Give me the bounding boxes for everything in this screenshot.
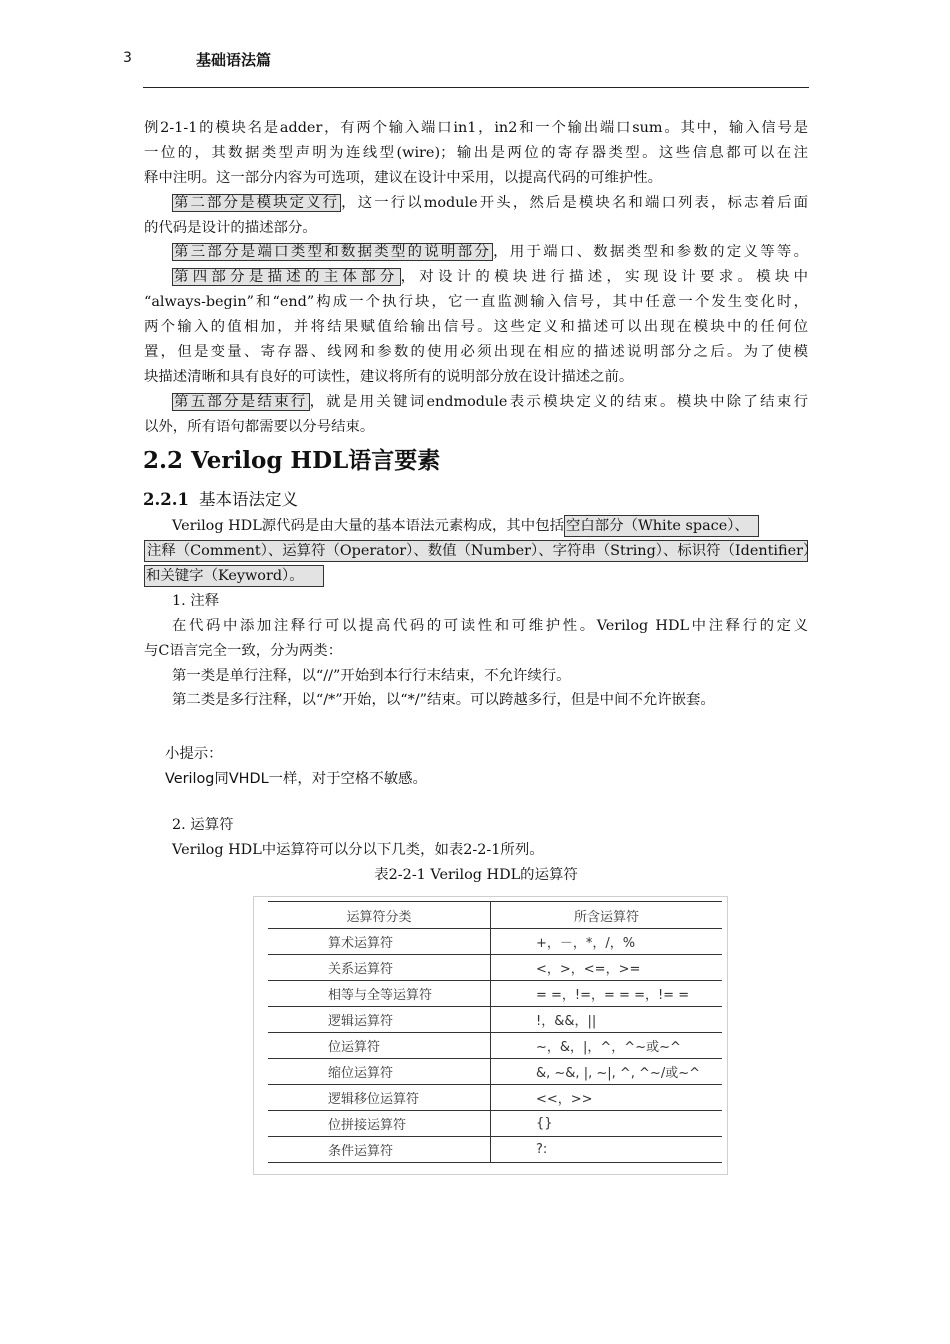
subsection-heading bbox=[143, 489, 298, 511]
para1-line3: 释中注明。这一部分内容为可选项，建议在设计中采用，以提高代码的可维护性。 bbox=[144, 170, 663, 186]
comments-line2: 与C语言完全一致，分为两类： bbox=[144, 643, 343, 659]
para4-line5: 块描述清晰和具有良好的可读性，建议将所有的说明部分放在设计描述之前。 bbox=[144, 369, 634, 385]
header-rule bbox=[143, 87, 809, 88]
header-category: 运算符分类 bbox=[268, 902, 491, 929]
table-row bbox=[268, 1059, 722, 1085]
comments-line1: 在代码中添加注释行可以提高代码的可读性和可维护性。Verilog HDL中注释行的定义 bbox=[172, 618, 808, 634]
category-cell: 条件运算符 bbox=[268, 1137, 491, 1163]
para6-line3 bbox=[144, 565, 808, 585]
highlight-elements-1: 空白部分（White space）、 bbox=[564, 515, 759, 537]
comments-line4: 第二类是多行注释，以“/*”开始，以“*/”结束。可以跨越多行，但是中间不允许嵌套。 bbox=[172, 692, 715, 708]
table-row bbox=[268, 1007, 722, 1033]
para6-line1 bbox=[172, 515, 808, 535]
para2-line1 bbox=[172, 193, 808, 213]
page-number: 3 bbox=[123, 50, 132, 66]
operators-cell: {} bbox=[491, 1111, 723, 1137]
category-cell: 逻辑移位运算符 bbox=[268, 1085, 491, 1111]
highlight-part2: 第二部分是模块定义行 bbox=[174, 195, 340, 211]
subsection-title: 基本语法定义 bbox=[198, 490, 298, 509]
category-cell: 位运算符 bbox=[268, 1033, 491, 1059]
operators-table bbox=[268, 901, 722, 1163]
table-row bbox=[268, 1033, 722, 1059]
tip-title: 小提示： bbox=[165, 746, 223, 762]
table-row bbox=[268, 1137, 722, 1163]
highlight-part4: 第四部分是描述的主体部分 bbox=[174, 269, 399, 285]
category-cell: 缩位运算符 bbox=[268, 1059, 491, 1085]
para5-line2: 以外，所有语句都需要以分号结束。 bbox=[144, 419, 375, 435]
para1-line2: 一位的，其数据类型声明为连线型(wire)；输出是两位的寄存器类型。这些信息都可以在注 bbox=[144, 145, 808, 161]
operators-cell: <<，>> bbox=[491, 1085, 723, 1111]
category-cell: 相等与全等运算符 bbox=[268, 981, 491, 1007]
para3-line1 bbox=[172, 242, 808, 262]
category-cell: 逻辑运算符 bbox=[268, 1007, 491, 1033]
para6-line2 bbox=[144, 540, 818, 560]
comments-heading: 1. 注释 bbox=[172, 593, 220, 609]
operators-cell: = =，!=，= = =，!= = bbox=[491, 981, 723, 1007]
operators-heading: 2. 运算符 bbox=[172, 817, 234, 833]
header-operators: 所含运算符 bbox=[491, 902, 723, 929]
table-row bbox=[268, 1111, 722, 1137]
comments-line3: 第一类是单行注释，以“//”开始到本行行末结束，不允许续行。 bbox=[172, 668, 571, 684]
para1-line1: 例2-1-1的模块名是adder，有两个输入端口in1，in2和一个输出端口sum。其中，输入信号是 bbox=[144, 120, 808, 136]
category-cell: 位拼接运算符 bbox=[268, 1111, 491, 1137]
para4-line3: 两个输入的值相加，并将结果赋值给输出信号。这些定义和描述可以出现在模块中的任何位 bbox=[144, 319, 808, 335]
highlight-part5: 第五部分是结束行 bbox=[174, 394, 308, 410]
operators-cell: <，>，<=，>= bbox=[491, 955, 723, 981]
highlight-part3: 第三部分是端口类型和数据类型的说明部分 bbox=[174, 244, 492, 260]
operators-cell: ?: bbox=[491, 1137, 723, 1163]
para4-rest: ，对设计的模块进行描述，实现设计要求。模块中 bbox=[400, 269, 808, 285]
para3-rest: ，用于端口、数据类型和参数的定义等等。 bbox=[493, 244, 808, 260]
para5-rest: ，就是用关键词endmodule表示模块定义的结束。模块中除了结束行 bbox=[309, 394, 808, 410]
category-cell: 关系运算符 bbox=[268, 955, 491, 981]
table-header-row bbox=[268, 902, 722, 929]
operators-cell: !，&&，|| bbox=[491, 1007, 723, 1033]
table-caption: 表2-2-1 Verilog HDL的运算符 bbox=[374, 867, 578, 883]
para4-line2: “always-begin”和“end”构成一个执行块，它一直监测输入信号，其中任意一个发生变化时， bbox=[144, 294, 808, 310]
chapter-title: 基础语法篇 bbox=[196, 51, 272, 69]
table-row bbox=[268, 929, 722, 955]
para2-line2: 的代码是设计的描述部分。 bbox=[144, 220, 317, 236]
operators-cell: &, ~&, |, ~|, ^, ^~/或~^ bbox=[491, 1059, 723, 1085]
operators-cell: +，－，*，/，% bbox=[491, 929, 723, 955]
table-row bbox=[268, 955, 722, 981]
table-row bbox=[268, 981, 722, 1007]
operators-intro: Verilog HDL中运算符可以分以下几类，如表2-2-1所列。 bbox=[172, 842, 544, 858]
tip-body: Verilog同VHDL一样，对于空格不敏感。 bbox=[165, 771, 427, 787]
para4-line1 bbox=[172, 267, 808, 287]
highlight-elements-2: 注释（Comment）、运算符（Operator）、数值（Number）、字符串（String）、标识符（Identifier） bbox=[144, 540, 808, 562]
para2-rest: ，这一行以module开头，然后是模块名和端口列表，标志着后面 bbox=[341, 195, 808, 211]
operators-cell: ~，&，|，^，^~或~^ bbox=[491, 1033, 723, 1059]
table-row bbox=[268, 1085, 722, 1111]
para6-lead: Verilog HDL源代码是由大量的基本语法元素构成，其中包括 bbox=[172, 518, 564, 534]
section-heading: 2.2 Verilog HDL语言要素 bbox=[143, 447, 441, 474]
para5-line1 bbox=[172, 392, 808, 412]
highlight-elements-3: 和关键字（Keyword）。 bbox=[144, 565, 324, 587]
category-cell: 算术运算符 bbox=[268, 929, 491, 955]
subsection-number: 2.2.1 bbox=[143, 490, 189, 509]
para4-line4: 置，但是变量、寄存器、线网和参数的使用必须出现在相应的描述说明部分之后。为了使模 bbox=[144, 344, 808, 360]
